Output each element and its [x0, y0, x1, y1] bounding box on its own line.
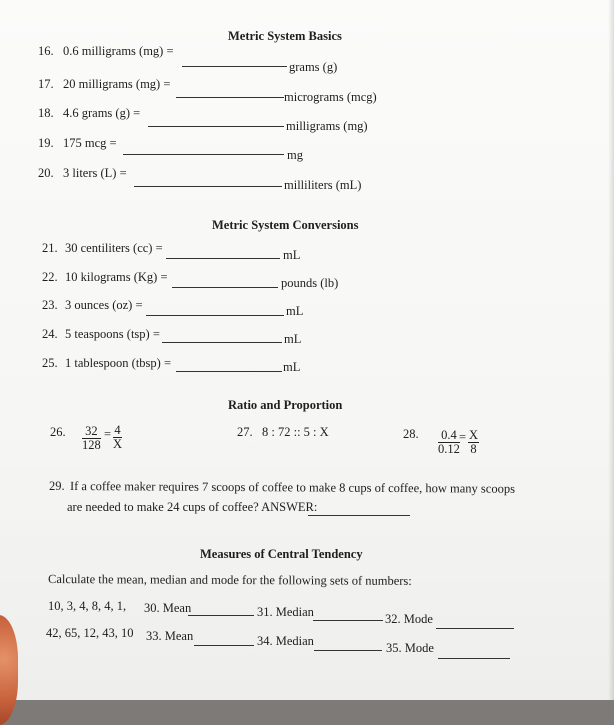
- item-27-ratio: 8 : 72 :: 5 : X: [262, 425, 329, 439]
- item-23-answer-line[interactable]: [146, 315, 284, 316]
- item-28-fraction-left: [438, 429, 460, 456]
- item-30-mean-label: 30. Mean: [144, 601, 192, 615]
- item-19-unit: mg: [287, 148, 303, 162]
- item-30-answer-line[interactable]: [188, 615, 254, 616]
- item-17-number: 17.: [38, 77, 54, 91]
- item-27-number: 27.: [237, 425, 253, 439]
- item-28-left-numerator: 0.4: [438, 429, 460, 443]
- item-25-prompt: 1 tablespoon (tbsp) =: [65, 356, 171, 370]
- item-21-number: 21.: [42, 241, 58, 255]
- item-17-answer-line[interactable]: [176, 97, 284, 98]
- item-28-number: 28.: [403, 427, 419, 441]
- item-34-median-label: 34. Median: [257, 634, 314, 648]
- item-16-number: 16.: [38, 44, 54, 58]
- item-28-equals: =: [459, 430, 467, 444]
- item-33-mean-label: 33. Mean: [146, 629, 194, 643]
- item-26-right-numerator: 4: [114, 423, 121, 437]
- item-23-prompt: 3 ounces (oz) =: [65, 298, 143, 312]
- item-28-right-denominator: 8: [470, 442, 477, 456]
- data-set-1: 10, 3, 4, 8, 4, 1,: [48, 599, 127, 613]
- item-25-answer-line[interactable]: [176, 371, 282, 372]
- item-25-number: 25.: [42, 356, 58, 370]
- item-26-right-denominator: X: [113, 437, 123, 451]
- item-18-unit: milligrams (mg): [286, 119, 368, 133]
- item-20-unit: milliliters (mL): [284, 178, 362, 192]
- item-35-mode-label: 35. Mode: [386, 641, 434, 655]
- item-21-prompt: 30 centiliters (cc) =: [65, 241, 163, 255]
- item-24-prompt: 5 teaspoons (tsp) =: [65, 327, 160, 341]
- item-29-answer-line[interactable]: [308, 515, 410, 516]
- item-19-number: 19.: [38, 136, 54, 150]
- item-31-median-label: 31. Median: [257, 605, 314, 619]
- item-23-number: 23.: [42, 298, 58, 312]
- item-35-answer-line[interactable]: [438, 658, 510, 659]
- item-28-left-denominator: 0.12: [438, 442, 460, 456]
- item-18-number: 18.: [38, 106, 54, 120]
- item-32-answer-line[interactable]: [436, 628, 514, 629]
- item-26-fraction-right: [113, 424, 122, 451]
- item-26-number: 26.: [50, 425, 66, 439]
- item-24-number: 24.: [42, 327, 58, 341]
- item-26-left-denominator: 128: [82, 438, 101, 452]
- item-19-answer-line[interactable]: [123, 154, 284, 155]
- item-20-answer-line[interactable]: [134, 186, 282, 187]
- section-title-ratio-proportion: Ratio and Proportion: [228, 398, 343, 412]
- item-17-prompt: 20 milligrams (mg) =: [63, 77, 171, 91]
- item-24-unit: mL: [284, 332, 302, 346]
- item-20-number: 20.: [38, 166, 54, 180]
- item-18-answer-line[interactable]: [148, 126, 284, 127]
- item-16-answer-line[interactable]: [182, 66, 287, 67]
- item-18-prompt: 4.6 grams (g) =: [63, 106, 141, 120]
- item-22-unit: pounds (lb): [281, 276, 339, 290]
- item-19-prompt: 175 mcg =: [63, 136, 117, 150]
- item-31-answer-line[interactable]: [313, 620, 383, 621]
- item-16-prompt: 0.6 milligrams (mg) =: [63, 44, 174, 58]
- item-26-left-numerator: 32: [82, 425, 101, 439]
- item-22-prompt: 10 kilograms (Kg) =: [65, 270, 168, 284]
- item-26-fraction-left: [82, 425, 101, 452]
- data-set-2: 42, 65, 12, 43, 10: [46, 626, 134, 640]
- item-34-answer-line[interactable]: [314, 650, 382, 651]
- item-21-answer-line[interactable]: [166, 258, 280, 259]
- item-21-unit: mL: [283, 248, 301, 262]
- section-title-metric-basics: Metric System Basics: [228, 29, 342, 43]
- section-title-central-tendency: Measures of Central Tendency: [200, 547, 363, 561]
- item-25-unit: mL: [283, 360, 301, 374]
- item-29-question-line2: are needed to make 24 cups of coffee? ANSWER:: [67, 500, 318, 514]
- item-22-number: 22.: [42, 270, 58, 284]
- item-28-fraction-right: [468, 429, 479, 456]
- central-tendency-instruction: Calculate the mean, median and mode for the following sets of numbers:: [47, 572, 412, 588]
- item-17-unit: micrograms (mcg): [284, 90, 377, 104]
- page-edge-shadow: [608, 0, 614, 700]
- item-29-number: 29.: [49, 479, 65, 493]
- item-24-answer-line[interactable]: [162, 342, 282, 343]
- item-33-answer-line[interactable]: [194, 645, 254, 646]
- section-title-metric-conversions: Metric System Conversions: [212, 218, 359, 232]
- item-23-unit: mL: [286, 304, 304, 318]
- item-26-equals: =: [104, 427, 112, 441]
- item-22-answer-line[interactable]: [172, 287, 278, 288]
- item-28-right-numerator: X: [469, 428, 479, 442]
- item-16-unit: grams (g): [289, 60, 338, 74]
- item-32-mode-label: 32. Mode: [385, 612, 433, 626]
- item-29-question-line1: If a coffee maker requires 7 scoops of coffee to make 8 cups of coffee, how many scoops: [69, 479, 516, 496]
- item-20-prompt: 3 liters (L) =: [63, 166, 127, 180]
